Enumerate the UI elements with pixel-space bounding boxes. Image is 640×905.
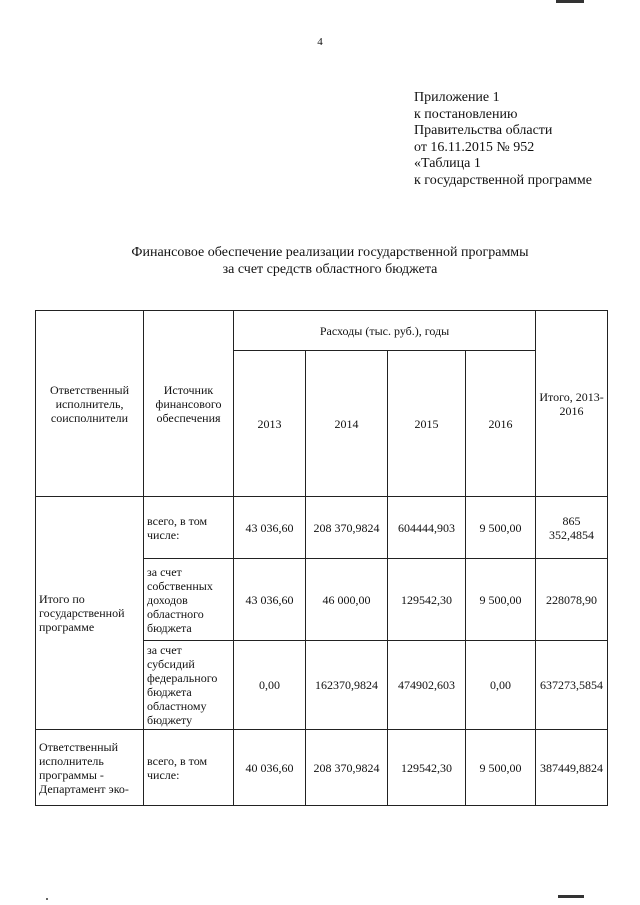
page-number: 4: [317, 36, 323, 48]
header-year: 2016: [466, 351, 536, 497]
total-cell: 865 352,4854: [536, 497, 608, 559]
document-title: [0, 244, 640, 278]
value-cell: 129542,30: [388, 559, 466, 641]
appendix-line: к государственной программе: [414, 172, 592, 188]
appendix-line: Правительства области: [414, 123, 553, 138]
value-cell: 604444,903: [388, 497, 466, 559]
appendix-line: Приложение 1: [414, 90, 500, 105]
value-cell: 129542,30: [388, 730, 466, 806]
header-expenses: Расходы (тыс. руб.), годы: [234, 311, 536, 351]
value-cell: 40 036,60: [234, 730, 306, 806]
source-cell: за счет собственных доходов областного бюджета: [144, 559, 234, 641]
scan-mark-top: [556, 0, 584, 3]
value-cell: 43 036,60: [234, 497, 306, 559]
value-cell: 474902,603: [388, 641, 466, 730]
title-line: за счет средств областного бюджета: [222, 262, 438, 277]
source-cell: за счет субсидий федерального бюджета областному бюджету: [144, 641, 234, 730]
value-cell: 208 370,9824: [306, 730, 388, 806]
value-cell: 0,00: [234, 641, 306, 730]
total-cell: 637273,5854: [536, 641, 608, 730]
total-cell: 387449,8824: [536, 730, 608, 806]
value-cell: 208 370,9824: [306, 497, 388, 559]
value-cell: 0,00: [466, 641, 536, 730]
appendix-block: [414, 90, 592, 189]
source-cell: всего, в том числе:: [144, 730, 234, 806]
source-cell: всего, в том числе:: [144, 497, 234, 559]
value-cell: 9 500,00: [466, 730, 536, 806]
header-row: [36, 311, 608, 351]
value-cell: 43 036,60: [234, 559, 306, 641]
header-source: Источник финансового обеспечения: [144, 311, 234, 497]
table-row: [36, 730, 608, 806]
value-cell: 46 000,00: [306, 559, 388, 641]
title-line: Финансовое обеспечение реализации государственной программы: [131, 245, 529, 260]
scan-speck: [46, 898, 48, 900]
header-year: 2013: [234, 351, 306, 497]
table-row: [36, 497, 608, 559]
appendix-line: от 16.11.2015 № 952: [414, 139, 535, 155]
header-year: 2015: [388, 351, 466, 497]
appendix-line: «Таблица 1: [414, 156, 481, 171]
appendix-line: к постановлению: [414, 106, 518, 122]
financing-table: [35, 310, 608, 806]
value-cell: 9 500,00: [466, 559, 536, 641]
header-executor: Ответственный исполнитель, соисполнители: [36, 311, 144, 497]
value-cell: 162370,9824: [306, 641, 388, 730]
executor-cell: Ответственный исполнитель программы - Департамент эко-: [36, 730, 144, 806]
scan-mark-bottom: [558, 895, 584, 898]
header-total: Итого, 2013-2016: [536, 311, 608, 497]
total-cell: 228078,90: [536, 559, 608, 641]
executor-cell: Итого по государственной программе: [36, 497, 144, 730]
header-year: 2014: [306, 351, 388, 497]
value-cell: 9 500,00: [466, 497, 536, 559]
